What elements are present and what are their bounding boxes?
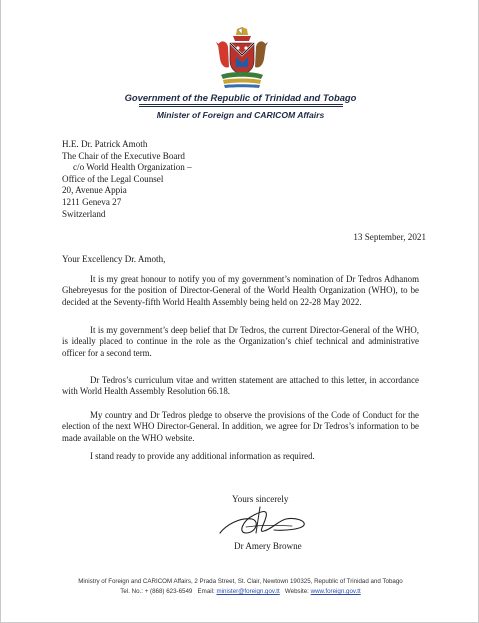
signature-icon bbox=[216, 503, 312, 539]
body-paragraph: Dr Tedros’s curriculum vitae and written statement are attached to this letter, in accordance with World Health Assembly Resolution 66.18. bbox=[62, 375, 419, 397]
coat-of-arms-icon bbox=[215, 27, 269, 89]
recipient-line: 20, Avenue Appia bbox=[62, 185, 127, 196]
footer-email-link[interactable]: minister@foreign.gov.tt bbox=[216, 588, 280, 595]
recipient-line: The Chair of the Executive Board bbox=[62, 150, 185, 161]
recipient-line: 1211 Geneva 27 bbox=[62, 196, 122, 207]
footer-website-link[interactable]: www.foreign.gov.tt bbox=[310, 588, 361, 595]
footer-email-label: Email: bbox=[197, 588, 215, 595]
body-paragraph: I stand ready to provide any additional information as required. bbox=[90, 451, 315, 461]
body-paragraph: It is my government’s deep belief that Dr Tedros, the current Director-General of the WHO, is ideally placed to continue in the role as the Organization’s chief technical and administrative officer for a second term. bbox=[62, 325, 419, 358]
letterhead-divider-secondary bbox=[139, 106, 343, 107]
recipient-line: H.E. Dr. Patrick Amoth bbox=[62, 139, 148, 149]
footer-address: Ministry of Foreign and CARICOM Affairs, 2 Prada Street, St. Clair, Newtown 190325, Republic of Trinidad and Tobago bbox=[78, 578, 403, 585]
footer-contact bbox=[1, 588, 479, 595]
letter-date: 13 September, 2021 bbox=[353, 232, 426, 242]
recipient-line: Office of the Legal Counsel bbox=[62, 173, 164, 184]
body-paragraph: It is my great honour to notify you of my government’s nomination of Dr Tedros Adhanom Ghebreyesus for the position of Director-General of the World Health Organization (WHO), to be decided at the Seventy-fifth World Health Assembly being held on 22-28 May 2022. bbox=[62, 274, 419, 307]
footer-telephone: Tel. No.: + (868) 623-6549 bbox=[120, 588, 193, 595]
letterhead-divider bbox=[139, 104, 343, 105]
recipient-line: Switzerland bbox=[62, 208, 106, 219]
recipient-address bbox=[62, 139, 192, 220]
signer-name: Dr Amery Browne bbox=[234, 541, 302, 551]
closing: Yours sincerely bbox=[232, 494, 289, 504]
footer-website-label: Website: bbox=[284, 588, 309, 595]
government-title: Government of the Republic of Trinidad and Tobago bbox=[124, 92, 357, 103]
ministry-title: Minister of Foreign and CARICOM Affairs bbox=[156, 110, 325, 120]
body-paragraph: My country and Dr Tedros pledge to observe the provisions of the Code of Conduct for the election of the next WHO Director-General. In addition, we agree for Dr Tedros’s information to be made available on the WHO website. bbox=[62, 410, 419, 443]
salutation: Your Excellency Dr. Amoth, bbox=[62, 254, 166, 264]
recipient-line: c/o World Health Organization – bbox=[73, 162, 192, 173]
